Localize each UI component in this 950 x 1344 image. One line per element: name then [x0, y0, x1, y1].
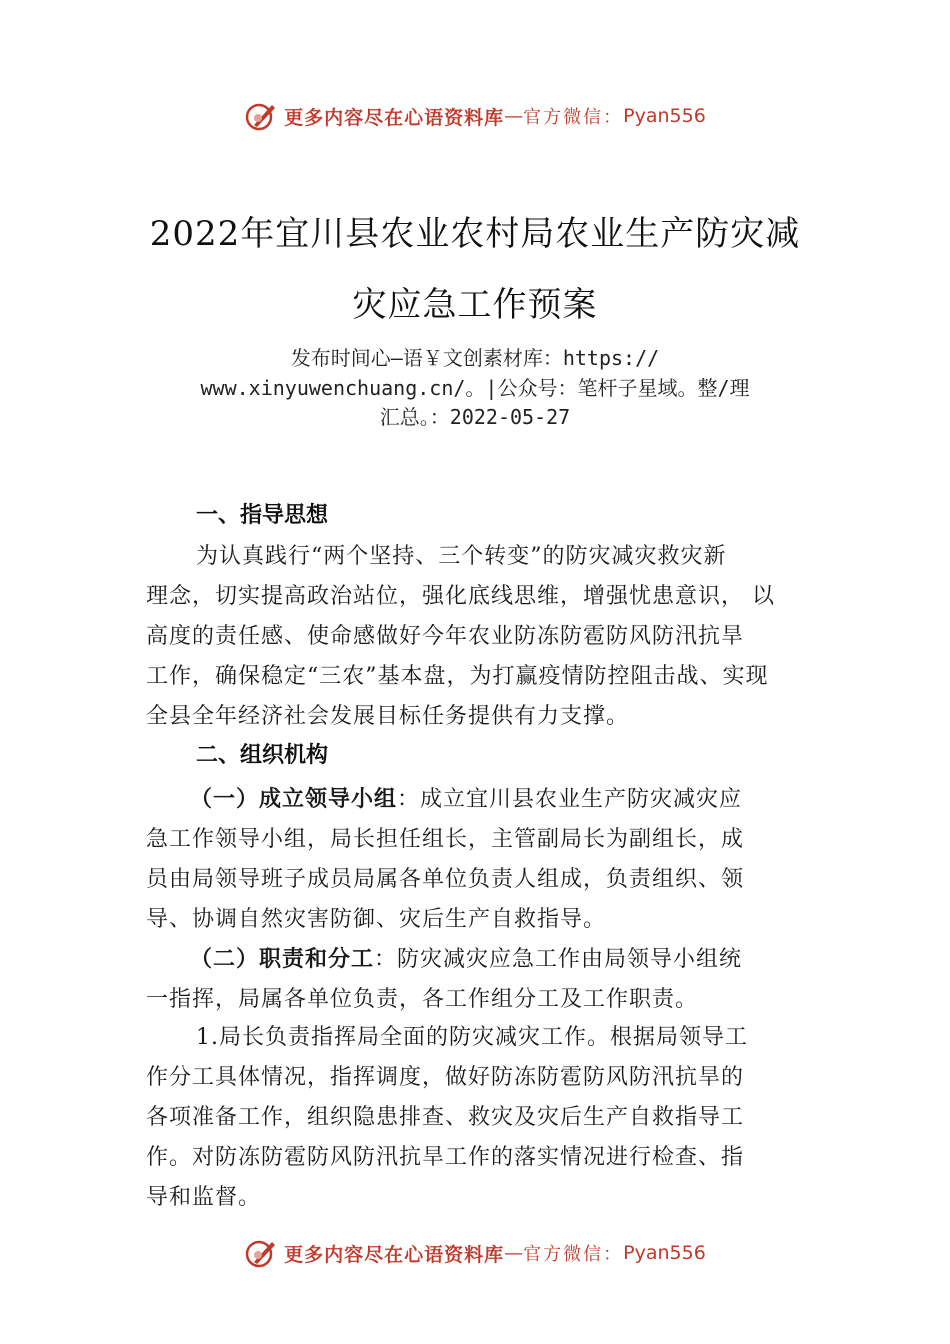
paragraph-line: 作分工具体情况，指挥调度，做好防冻防雹防风防汛抗旱的 [146, 1065, 745, 1090]
banner-text: 更多内容尽在心语资料库 [284, 1243, 505, 1266]
header-banner [0, 94, 950, 138]
paragraph-line: 为认真践行“两个坚持、三个转变”的防灾减灾救灾新 [196, 544, 727, 569]
document-title-line-1: 2022年宜川县农业农村局农业生产防灾减 [149, 214, 801, 254]
paragraph-line: 工作，确保稳定“三农”基本盘，为打赢疫情防控阻击战、实现 [146, 664, 769, 689]
paragraph-text: ：防灾减灾应急工作由局领导小组统 [374, 947, 743, 972]
banner-wechat-id: Pyan556 [623, 1242, 706, 1264]
paragraph-line: 高度的责任感、使命感做好今年农业防冻防雹防风防汛抗旱 [146, 624, 745, 649]
paragraph-line: 全县全年经济社会发展目标任务提供有力支撑。 [146, 704, 630, 729]
document-title-line-2: 灾应急工作预案 [352, 285, 598, 325]
quill-logo-icon [244, 1236, 278, 1270]
banner-dash: — [504, 1242, 524, 1264]
paragraph-line: 一指挥，局属各单位负责，各工作组分工及工作职责。 [146, 987, 699, 1012]
paragraph-line: 导和监督。 [146, 1185, 262, 1210]
subheading-duties: （二）职责和分工 [190, 946, 375, 972]
paragraph-line: 导、协调自然灾害防御、灾后生产自救指导。 [146, 907, 607, 932]
banner-wechat-label: 官方微信： [523, 1244, 624, 1265]
paragraph-line: 理念，切实提高政治站位，强化底线思维，增强忧患意识， 以 [146, 584, 775, 609]
banner-wechat-label: 官方微信： [523, 107, 624, 128]
banner-wechat-id: Pyan556 [623, 105, 706, 127]
subheading-leading-group: （一）成立领导小组 [190, 786, 398, 812]
paragraph-line: 作。对防冻防雹防风防汛抗旱工作的落实情况进行检查、指 [146, 1145, 745, 1170]
section-heading-guiding-ideology: 一、指导思想 [196, 503, 329, 528]
paragraph-line [190, 942, 742, 973]
section-heading-organization: 二、组织机构 [196, 743, 329, 768]
quill-logo-icon [244, 99, 278, 133]
paragraph-text: ：成立宜川县农业生产防灾减灾应 [397, 787, 743, 812]
publish-info-line-2: www.xinyuwenchuang.cn/。|公众号：笔杆子星域。整/理 [200, 376, 750, 400]
paragraph-line: 员由局领导班子成员局属各单位负责人组成，负责组织、领 [146, 867, 745, 892]
paragraph-line: 1.局长负责指挥局全面的防灾减灾工作。根据局领导工 [196, 1025, 748, 1050]
paragraph-line [190, 782, 742, 813]
paragraph-line: 急工作领导小组，局长担任组长，主管副局长为副组长，成 [146, 827, 745, 852]
publish-info-line-1: 发布时间心—语￥文创素材库：https:// [290, 346, 660, 370]
footer-banner [0, 1231, 950, 1275]
publish-info-line-3: 汇总。：2022-05-27 [379, 405, 571, 429]
banner-dash: — [504, 105, 524, 127]
paragraph-line: 各项准备工作，组织隐患排查、救灾及灾后生产自救指导工 [146, 1105, 745, 1130]
banner-text: 更多内容尽在心语资料库 [284, 106, 505, 129]
